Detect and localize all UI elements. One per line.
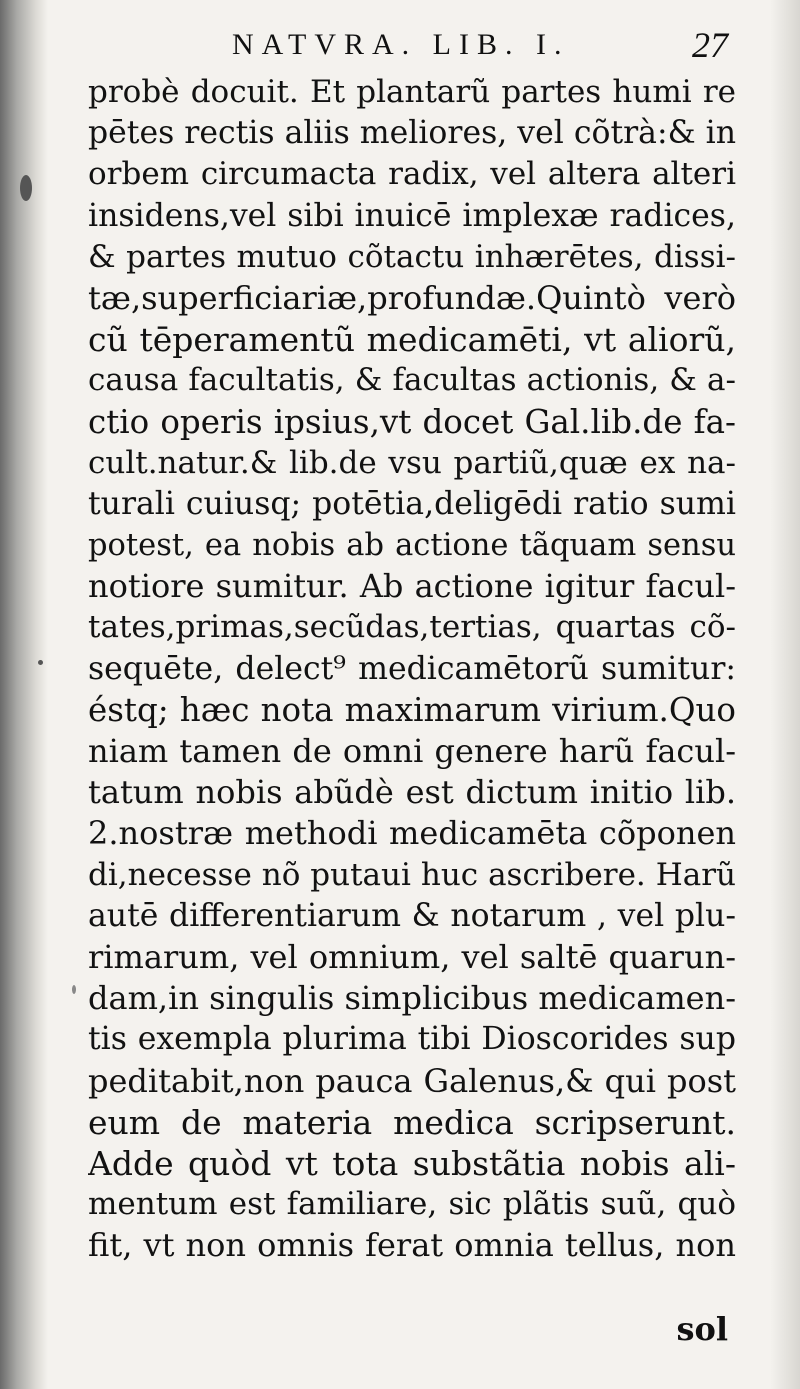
- running-title: NATVRA. LIB. I.: [232, 28, 570, 61]
- text-line: tates,primas,secũdas,tertias, quartas cõ-: [88, 609, 736, 646]
- body-text: [88, 72, 736, 1266]
- ink-speck: [38, 660, 43, 665]
- text-line: ctio operis ipsius,vt docet Gal.lib.de fa-: [88, 402, 736, 441]
- text-line: orbem circumacta radix, vel altera alteri: [88, 156, 736, 193]
- text-line: rimarum, vel omnium, vel saltē quarun-: [88, 937, 736, 976]
- text-line: tis exempla plurima tibi Dioscorides sup: [88, 1021, 736, 1058]
- text-line: sequēte, delect⁹ medicamētorũ sumitur:: [88, 650, 736, 687]
- text-line: éstq; hæc nota maximarum virium.Quo: [88, 690, 736, 729]
- text-line: turali cuiusq; potētia,deligēdi ratio sumi: [88, 485, 736, 522]
- running-head: [82, 24, 732, 70]
- text-line: niam tamen de omni genere harũ facul-: [88, 732, 736, 770]
- text-line: tæ,superficiariæ,profundæ.Quintò verò: [88, 278, 736, 317]
- text-line: eum de materia medica scripserunt.: [88, 1102, 736, 1142]
- text-line: insidens,vel sibi inuicē implexæ radices,: [88, 197, 736, 234]
- text-line: fit, vt non omnis ferat omnia tellus, non: [88, 1226, 736, 1265]
- text-line: & partes mutuo cõtactu inhærētes, dissi-: [88, 238, 736, 275]
- text-line: autē differentiarum & notarum , vel plu-: [88, 897, 736, 934]
- text-line: mentum est familiare, sic plãtis suũ, quò: [88, 1186, 736, 1223]
- text-line: probè docuit. Et plantarũ partes humi re: [88, 74, 736, 110]
- catchword: sol: [676, 1310, 728, 1348]
- text-line: Adde quòd vt tota substãtia nobis ali-: [88, 1143, 736, 1183]
- text-line: cult.natur.& lib.de vsu partiũ,quæ ex na-: [88, 444, 736, 481]
- ink-blot: [20, 175, 32, 201]
- text-line: pētes rectis aliis meliores, vel cõtrà:& in: [88, 115, 736, 152]
- text-line: peditabit,non pauca Galenus,& qui post: [88, 1061, 736, 1100]
- text-line: potest, ea nobis ab actione tãquam sensu: [88, 528, 736, 564]
- text-line: dam,in singulis simplicibus medicamen-: [88, 979, 736, 1018]
- text-line: 2.nostræ methodi medicamēta cõponen: [88, 814, 736, 853]
- page-edge: [770, 0, 800, 1389]
- text-line: tatum nobis abũdè est dictum initio lib.: [88, 773, 736, 812]
- ink-speck: [72, 985, 76, 994]
- text-line: causa facultatis, & facultas actionis, & a-: [88, 362, 736, 399]
- page-number: 27: [692, 25, 728, 65]
- text-line: di,necesse nõ putaui huc ascribere. Harũ: [88, 856, 736, 893]
- binding-gutter: [0, 0, 48, 1389]
- text-line: cũ tēperamentũ medicamēti, vt aliorũ,: [88, 320, 736, 360]
- text-line: notiore sumitur. Ab actione igitur facul-: [88, 567, 736, 606]
